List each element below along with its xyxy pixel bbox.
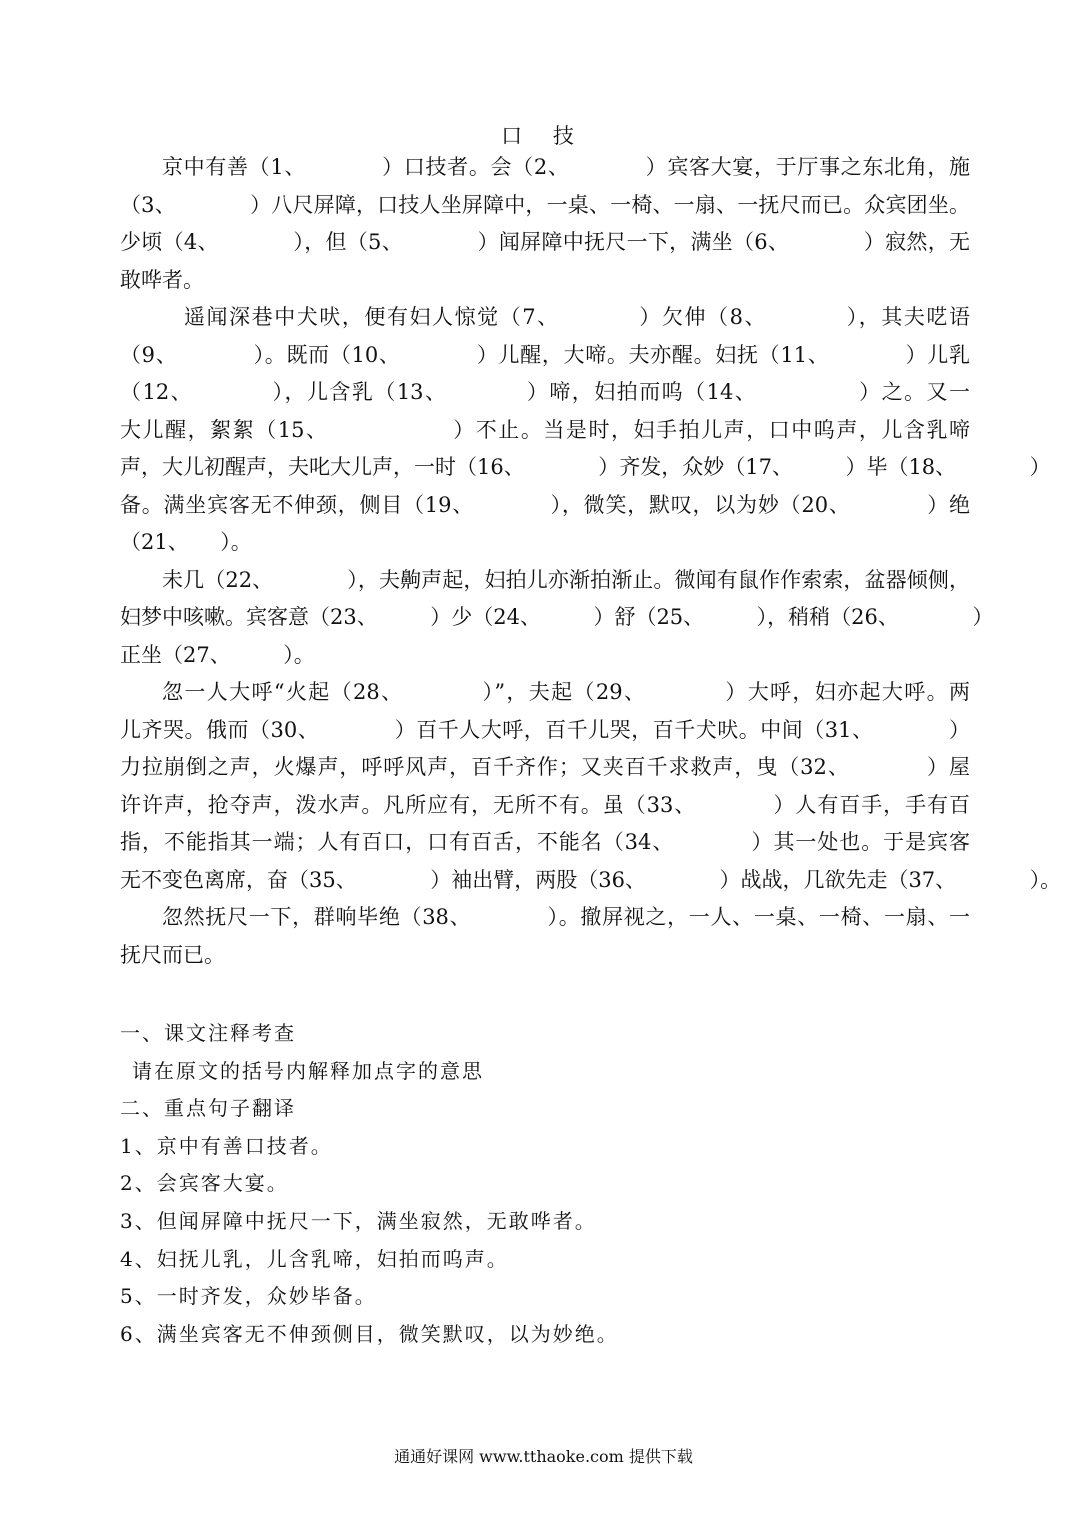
document-title: 口 技 bbox=[501, 124, 586, 148]
passage-line: 备。满坐宾客无不伸颈，侧目（19、 ），微笑，默叹，以为妙（20、 ）绝 bbox=[120, 492, 970, 517]
passage-line: （3、 ）八尺屏障，口技人坐屏障中，一桌、一椅、一扇、一抚尺而已。众宾团坐。 bbox=[120, 192, 970, 217]
passage-line: （12、 ），儿含乳（13、 ）啼，妇拍而呜（14、 ）之。又一 bbox=[120, 380, 970, 404]
question-item: 2、会宾客大宴。 bbox=[120, 1171, 289, 1196]
question-item: 5、一时齐发，众妙毕备。 bbox=[120, 1284, 377, 1309]
page-footer: 通通好课网 www.tthaoke.com 提供下载 bbox=[394, 1447, 693, 1466]
question-item: 6、满坐宾客无不伸颈侧目，微笑默叹，以为妙绝。 bbox=[120, 1321, 619, 1346]
passage-line: 儿齐哭。俄而（30、 ）百千人大呼，百千儿哭，百千犬吠。中间（31、 ） bbox=[120, 717, 970, 742]
passage-line: 少顷（4、 ），但（5、 ）闻屏障中抚尺一下，满坐（6、 ）寂然，无 bbox=[120, 230, 970, 254]
question-item: 4、妇抚儿乳，儿含乳啼，妇拍而呜声。 bbox=[120, 1246, 509, 1271]
passage-line: 抚尺而已。 bbox=[120, 942, 225, 967]
passage-line: 遥闻深巷中犬吠，便有妇人惊觉（7、 ）欠伸（8、 ），其夫呓语 bbox=[184, 305, 970, 329]
instruction-text: 请在原文的括号内解释加点字的意思 bbox=[132, 1058, 484, 1083]
passage-line: 忽一人大呼“火起（28、 ）”，夫起（29、 ）大呼，妇亦起大呼。两 bbox=[162, 680, 970, 704]
passage-line: 许许声，抢夺声，泼水声。凡所应有，无所不有。虽（33、 ）人有百手，手有百 bbox=[120, 792, 970, 817]
passage-line: 妇梦中咳嗽。宾客意（23、 ）少（24、 ）舒（25、 ），稍稍（26、 ） bbox=[120, 605, 994, 629]
passage bbox=[120, 152, 1062, 977]
passage-line: 京中有善（1、 ）口技者。会（2、 ）宾客大宴，于厅事之东北角，施 bbox=[162, 155, 970, 179]
passage-line: （9、 ）。既而（10、 ）儿醒，大啼。夫亦醒。妇抚（11、 ）儿乳 bbox=[120, 342, 970, 367]
question-item: 3、但闻屏障中抚尺一下，满坐寂然，无敢哗者。 bbox=[120, 1208, 597, 1233]
passage-line: 忽然抚尺一下，群响毕绝（38、 ）。撤屏视之，一人、一桌、一椅、一扇、一 bbox=[162, 905, 970, 929]
question-item: 1、京中有善口技者。 bbox=[120, 1133, 333, 1158]
passage-line: 敢哗者。 bbox=[120, 267, 204, 292]
section-heading: 二、重点句子翻译 bbox=[120, 1096, 296, 1121]
passage-line: 声，大儿初醒声，夫叱大儿声，一时（16、 ）齐发，众妙（17、 ）毕（18、 ） bbox=[120, 455, 1051, 479]
passage-line: （21、 ）。 bbox=[120, 530, 252, 554]
exercise-section bbox=[120, 1018, 970, 1356]
passage-line: 大儿醒，絮絮（15、 ）不止。当是时，妇手拍儿声，口中呜声，儿含乳啼 bbox=[120, 417, 970, 442]
passage-line: 指，不能指其一端；人有百口，口有百舌，不能名（34、 ）其一处也。于是宾客 bbox=[120, 830, 970, 854]
passage-line: 无不变色离席，奋（35、 ）袖出臂，两股（36、 ）战战，几欲先走（37、 ）。 bbox=[120, 867, 1062, 892]
passage-line: 正坐（27、 ）。 bbox=[120, 642, 315, 667]
passage-line: 力拉崩倒之声，火爆声，呼呼风声，百千齐作；又夹百千求救声，曳（32、 ）屋 bbox=[120, 755, 970, 779]
section-heading: 一、课文注释考查 bbox=[120, 1021, 296, 1045]
passage-line: 未几（22、 ），夫齁声起，妇拍儿亦渐拍渐止。微闻有鼠作作索索，盆器倾侧， bbox=[162, 567, 970, 592]
